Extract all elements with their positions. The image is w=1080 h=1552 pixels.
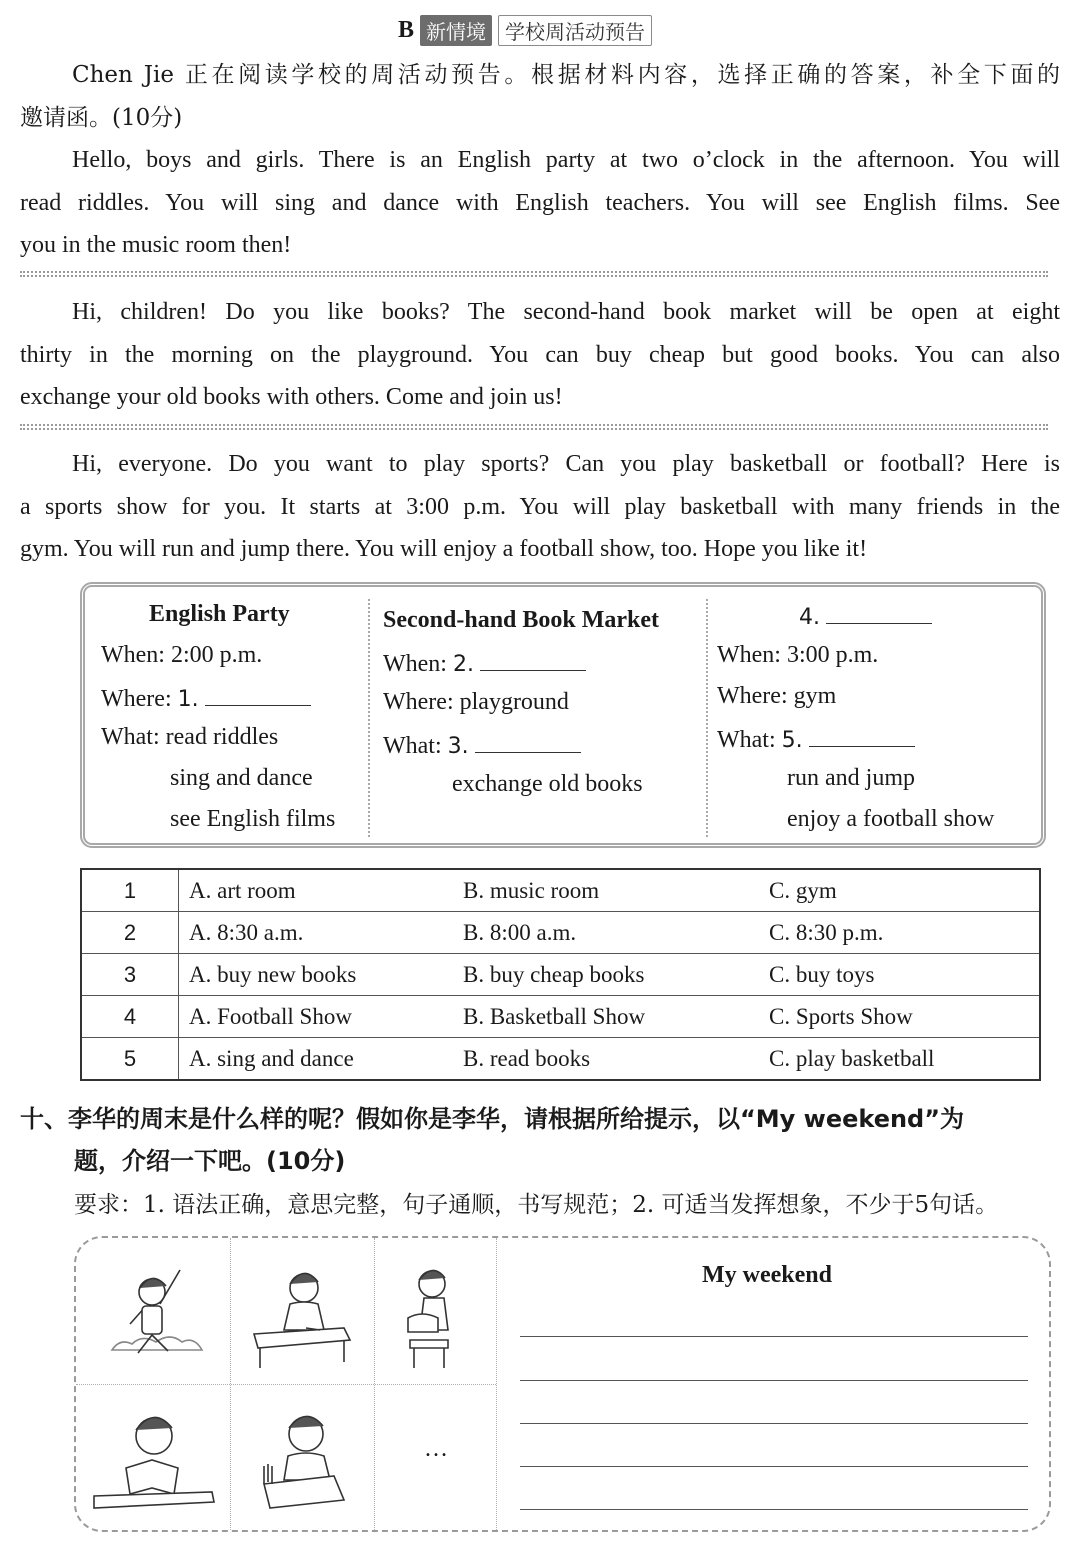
writing-line[interactable] <box>520 1509 1028 1510</box>
column-divider <box>706 599 708 837</box>
option-number: 3 <box>81 954 179 996</box>
reading-picture <box>90 1406 218 1523</box>
option-row <box>81 954 1040 996</box>
option-b[interactable]: B. read books <box>463 1038 769 1081</box>
option-b[interactable]: B. music room <box>463 869 769 912</box>
option-a[interactable]: A. art room <box>179 869 464 912</box>
blank-number-5: 5. <box>781 728 803 753</box>
option-c[interactable]: C. Sports Show <box>769 996 1040 1038</box>
grid-divider <box>496 1238 497 1530</box>
poster-col-sports-show <box>711 587 1041 843</box>
instruction-line-1: Chen Jie 正在阅读学校的周活动预告。根据材料内容，选择正确的答案，补全下面的 <box>72 62 1060 88</box>
instruction-line-2: 邀请函。(10分) <box>20 104 183 131</box>
option-row <box>81 1038 1040 1081</box>
english-party-what: What: read riddles <box>101 724 279 750</box>
option-a[interactable]: A. Football Show <box>179 996 464 1038</box>
option-number: 4 <box>81 996 179 1038</box>
passage-line: a sports show for you. It starts at 3:00 p.m. You will play basketball with many friends in the <box>20 493 1060 520</box>
poster-col-english-party <box>85 587 370 843</box>
passage-line: exchange your old books with others. Come and join us! <box>20 384 563 410</box>
section-b-header <box>398 14 652 46</box>
option-b[interactable]: B. Basketball Show <box>463 996 769 1038</box>
answer-blank-5[interactable] <box>809 724 915 747</box>
passage-line: read riddles. You will sing and dance with English teachers. You will see English films. See <box>20 189 1060 216</box>
sports-show-title <box>799 601 932 631</box>
passage-sports-show <box>20 443 1060 571</box>
writing-line[interactable] <box>520 1380 1028 1381</box>
option-c[interactable]: C. buy toys <box>769 954 1040 996</box>
drawing-picture <box>244 1406 362 1523</box>
option-row <box>81 912 1040 954</box>
cooking-picture <box>394 1262 474 1379</box>
essay-title: My weekend <box>702 1262 832 1288</box>
option-a[interactable]: A. 8:30 a.m. <box>179 912 464 954</box>
writing-line[interactable] <box>520 1336 1028 1337</box>
english-party-when: When: 2:00 p.m. <box>101 642 263 668</box>
option-b[interactable]: B. buy cheap books <box>463 954 769 996</box>
passage-book-market <box>20 291 1060 419</box>
sports-show-what-3: enjoy a football show <box>787 806 995 832</box>
answer-blank-2[interactable] <box>480 648 586 671</box>
question-10-line-2: 题，介绍一下吧。(10分) <box>74 1147 346 1175</box>
dotted-separator <box>20 271 1048 277</box>
column-divider <box>368 599 370 837</box>
option-c[interactable]: C. gym <box>769 869 1040 912</box>
blank-number-2: 2. <box>452 652 474 677</box>
option-number: 1 <box>81 869 179 912</box>
option-c[interactable]: C. 8:30 p.m. <box>769 912 1040 954</box>
grid-divider <box>76 1384 496 1385</box>
passage-line: you in the music room then! <box>20 232 292 258</box>
passage-english-party <box>20 139 1060 267</box>
what-label: What: <box>717 727 782 753</box>
answer-blank-4[interactable] <box>826 601 932 624</box>
option-number: 5 <box>81 1038 179 1081</box>
book-market-what <box>383 730 581 760</box>
book-market-what-2: exchange old books <box>452 771 643 797</box>
book-market-when <box>383 648 586 678</box>
poster-col-book-market <box>373 587 706 843</box>
english-party-what-2: sing and dance <box>170 765 313 791</box>
book-market-title: Second-hand Book Market <box>383 607 660 633</box>
blank-number-3: 3. <box>447 734 469 759</box>
option-number: 2 <box>81 912 179 954</box>
option-row <box>81 869 1040 912</box>
book-market-where: Where: playground <box>383 689 569 715</box>
new-context-tag: 新情境 <box>420 15 492 46</box>
option-b[interactable]: B. 8:00 a.m. <box>463 912 769 954</box>
sports-show-when: When: 3:00 p.m. <box>717 642 879 668</box>
option-row <box>81 996 1040 1038</box>
option-c[interactable]: C. play basketball <box>769 1038 1040 1081</box>
english-party-where <box>101 683 311 713</box>
options-table <box>80 868 1041 1081</box>
topic-tag: 学校周活动预告 <box>498 15 652 46</box>
passage-line: gym. You will run and jump there. You will enjoy a football show, too. Hope you like it! <box>20 536 868 562</box>
question-10 <box>20 1098 964 1182</box>
english-party-what-3: see English films <box>170 806 336 832</box>
exercise-picture <box>102 1262 212 1377</box>
blank-number-4: 4. <box>799 605 820 630</box>
where-label: Where: <box>101 686 178 712</box>
blank-number-1: 1. <box>177 687 199 712</box>
answer-blank-1[interactable] <box>205 683 311 706</box>
what-label: What: <box>383 733 448 759</box>
instruction-text <box>20 54 1060 139</box>
invitation-poster <box>80 582 1046 848</box>
question-10-line-1: 十、李华的周末是什么样的呢？假如你是李华，请根据所给提示，以“My weekend”为 <box>20 1105 965 1133</box>
sports-show-what <box>717 724 915 754</box>
writing-line[interactable] <box>520 1423 1028 1424</box>
homework-picture <box>244 1262 360 1379</box>
passage-line: Hello, boys and girls. There is an English party at two o’clock in the afternoon. You will <box>72 147 1060 173</box>
option-a[interactable]: A. buy new books <box>179 954 464 996</box>
answer-blank-3[interactable] <box>475 730 581 753</box>
option-a[interactable]: A. sing and dance <box>179 1038 464 1081</box>
sports-show-what-2: run and jump <box>787 765 915 791</box>
writing-requirement: 要求：1. 语法正确，意思完整，句子通顺，书写规范；2. 可适当发挥想象，不少于5句话。 <box>74 1192 999 1218</box>
english-party-title: English Party <box>149 601 290 627</box>
sports-show-where: Where: gym <box>717 683 837 709</box>
dotted-separator <box>20 424 1048 430</box>
passage-line: Hi, everyone. Do you want to play sports? Can you play basketball or football? Here is <box>72 451 1060 477</box>
more-activities-ellipsis: … <box>424 1436 448 1462</box>
passage-line: Hi, children! Do you like books? The second-hand book market will be open at eight <box>72 299 1060 325</box>
section-letter: B <box>398 16 415 43</box>
passage-line: thirty in the morning on the playground. You can buy cheap but good books. You can also <box>20 341 1060 368</box>
when-label: When: <box>383 651 453 677</box>
writing-line[interactable] <box>520 1466 1028 1467</box>
writing-area <box>74 1236 1051 1532</box>
